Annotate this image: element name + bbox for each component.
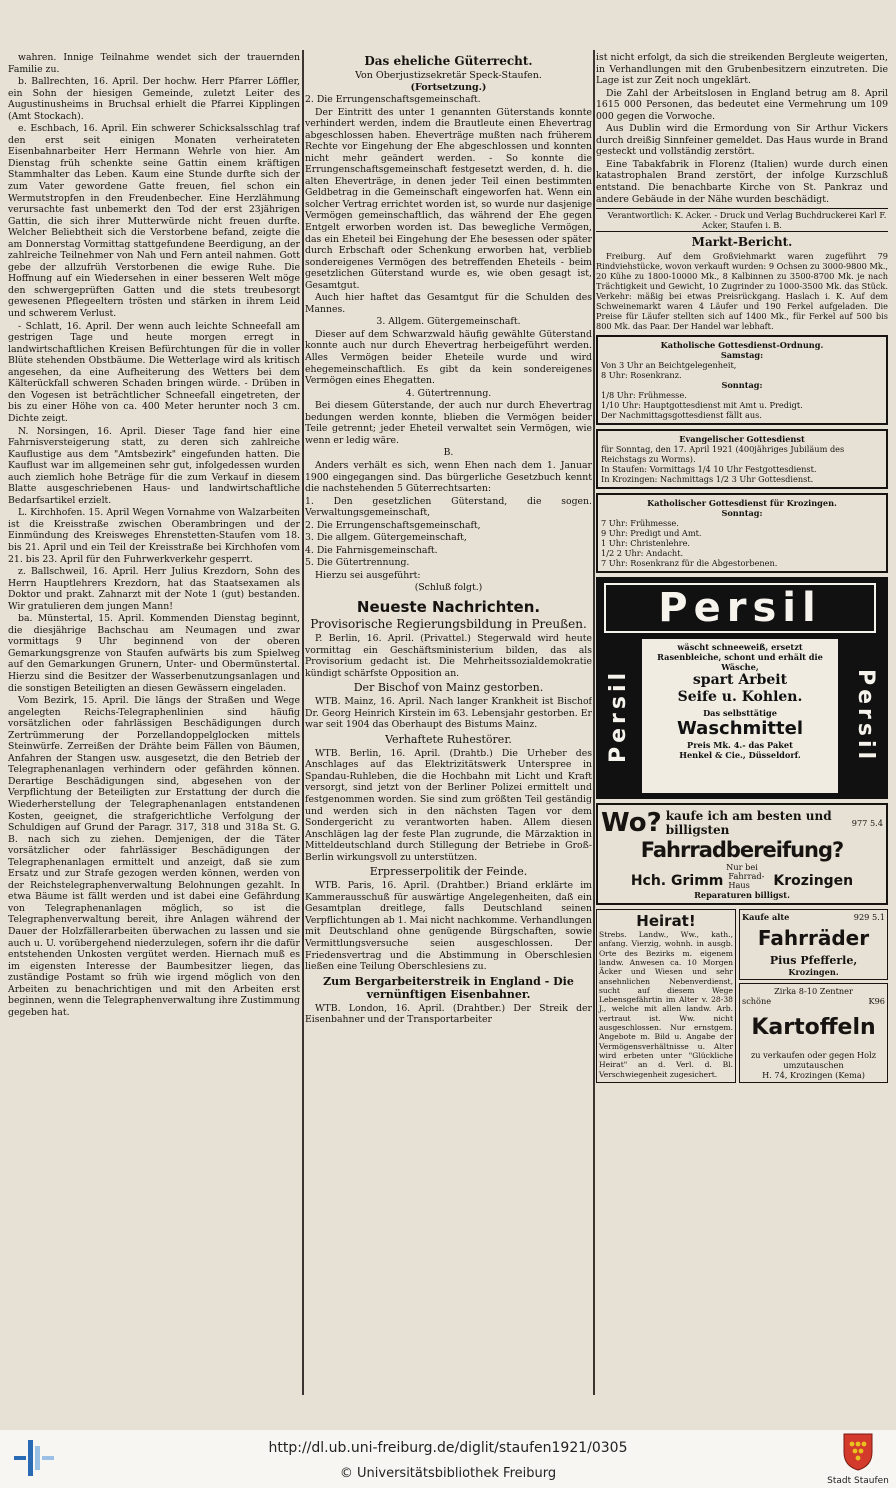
article-subheading: 4. Gütertrennung. xyxy=(405,387,492,399)
persil-text: Waschmittel xyxy=(676,718,804,740)
news-text: Die Zahl der Arbeitslosen in England betrug am 8. April 1615 000 Personen, das bedeutet eine Vermehrung um 109 000 gegen die Vorwoche. xyxy=(596,87,888,122)
grimm-haus: Fahrrad-Haus xyxy=(728,871,765,891)
small-ads xyxy=(739,909,888,1083)
news-text: Aus Dublin wird die Ermordung von Sir Arthur Vickers durch dreißig Sinnfeiner gemeldet. Das Haus wurde in Brand gesteckt und vollständig zerstört. xyxy=(596,123,888,158)
footer-bar xyxy=(0,1430,896,1488)
local-news-item: N. Norsingen, 16. April. Dieser Tage fand hier eine Fahrnisversteigerung statt, zu deren sich zahlreiche Kauflustige aus dem "Amtsbezirk" eingefunden hatten. Die Kauflust war im allgemeinen sehr gut, infolgedessen wurden auch ziemlich hohe Beträge für die zum Verkauf in diesem Blatte ausgeschriebenen Haus- und landwirtschaftliche Bedarfsartikel erzielt. xyxy=(8,425,300,506)
grimm-ad xyxy=(596,803,888,905)
persil-side-right: Persil xyxy=(853,669,878,764)
crest-dot xyxy=(856,1456,861,1461)
grimm-nur: Nur bei xyxy=(726,862,758,873)
news-section-title: Neueste Nachrichten. xyxy=(356,597,541,616)
church-notice xyxy=(596,493,888,573)
church-line: Der Nachmittagsgottesdienst fällt aus. xyxy=(601,410,762,421)
article-para: Bei diesem Güterstande, der auch nur durch Ehevertrag bedungen werden konnte, blieben die Vermögen beider Teile getrennt; jeder Eheteil verwaltet sein Vermögen, wie wenn er ledig wäre. xyxy=(305,400,592,446)
article-author: Von Oberjustizsekretär Speck-Staufen. xyxy=(355,70,542,81)
church-title: Evangelischer Gottesdienst xyxy=(679,434,805,445)
article-para: (Schluß folgt.) xyxy=(414,582,483,594)
local-news-item: ba. Münstertal, 15. April. Kommenden Dienstag beginnt, die diesjährige Bachschau am Neumagen und zwar vormittags 9 Uhr beginnend von der oberen Gemarkungsgrenze von Staufen aufwärts bis zum Spielweg auf den Gemarkungen Grunern, Unter- und Obermünstertal. Hierzu sind die Besitzer der Wasserbenutzungsanlagen und die sonstigen Beteiligten an diesen Gewässern eingeladen. xyxy=(8,613,300,694)
city-logo xyxy=(826,1432,890,1486)
logo-bar xyxy=(14,1456,26,1460)
crest-dot xyxy=(853,1449,858,1454)
persil-side-left: Persil xyxy=(606,669,631,764)
article-subheading: 3. Allgem. Gütergemeinschaft. xyxy=(376,316,521,328)
grimm-name: Hch. Grimm xyxy=(630,873,724,890)
article-para: Anders verhält es sich, wenn Ehen nach dem 1. Januar 1900 eingegangen sind. Das bürgerliche Gesetzbuch kennt die nachstehenden 5 Güterrechtsarten: xyxy=(305,459,592,495)
news-text: Eine Tabakfabrik in Florenz (Italien) wurde durch einen katastrophalen Brand zerstört, der infolge Kurzschluß entstand. Die benachbarte Kirche von St. Pankraz und andere Gebäude in der Nähe wurden beschädigt. xyxy=(596,158,888,205)
kartoffel-l3: zu verkaufen oder gegen Holz umzutauschen xyxy=(750,1050,877,1071)
local-news-item: Vom Bezirk, 15. April. Die längs der Straßen und Wege angelegten Reichs-Telegraphenlinien sind häufig vorsätzlichen oder fahrlässigen Beschädigungen durch Zertrümmerung der Porzellandoppelglocken mittels Steinwürfe. Zerreißen der Drähte beim Fällen von Bäumen, Anfahren der Stangen usw. ausgesetzt, die den Betrieb der Telegraphenanlagen verhindern oder gefährden können. Derartige Beschädigungen sind, abgesehen von der Verpflichtung der Beteiligten zur Erstattung der durch die Wiederherstellung der Telegraphenanlagen entstandenen Kosten, geeignet, die strafgerichtliche Verfolgung der Schuldigen auf Grund der Paragr. 317, 318 und 318a St. G. B. nach sich zu ziehen. Demjenigen, der die Täter vorsätzlicher oder fahrlässiger Beschädigungen der Telegraphenanlagen ermittelt und anzeigt, daß sie zum Ersatz und zur Strafe gezogen werden können, werden von der Reichstelegraphenverwaltung Belohnungen gezahlt. In etwa Bäume ist fällt werden und ist dabei eine Gefährdung von Telegraphenanlagen möglich, so ist die Telegraphenverwaltung bereit, ihre Anlagen während der Dauer der Holzfällerarbeiten überwachen zu lassen und sie auch u. U. vorübergehend niederzulegen, sofern ihr die dafür entstehenden Unkosten vergütet werden. Hiernach muß es im eigensten Interesse der Baumbesitzer liegen, das zuständige Postamt so früh wie irgend möglich von den Arbeiten zu benachrichtigen und mit den Arbeiten erst beginnen, wenn die Telegraphenverwaltung ihre Zustimmung gegeben hat. xyxy=(8,695,300,1018)
persil-text: Henkel & Cie., Düsseldorf. xyxy=(679,750,801,761)
heirat-ad xyxy=(596,909,736,1083)
kartoffel-l1: Zirka 8-10 Zentner xyxy=(774,986,853,997)
logo-bar xyxy=(42,1456,54,1460)
persil-panel xyxy=(642,639,838,793)
right-column xyxy=(596,52,888,1392)
fahrraeder-ort: Krozingen. xyxy=(788,967,839,978)
news-text: ist nicht erfolgt, da sich die streikenden Bergleute weigerten, in Verhandlungen mit den Grubenbesitzern einzutreten. Die Lage ist zur Zeit noch ungeklärt. xyxy=(596,52,888,87)
church-line: 9 Uhr: Predigt und Amt. xyxy=(601,528,702,539)
persil-text: Preis Mk. 4.- das Paket xyxy=(687,740,793,751)
grimm-name-row xyxy=(601,872,883,890)
left-column xyxy=(8,52,300,1392)
source-url[interactable]: http://dl.ub.uni-freiburg.de/diglit/staufen1921/0305 xyxy=(268,1440,628,1456)
heirat-title: Heirat! xyxy=(636,912,696,931)
article-subheading: B. xyxy=(443,447,454,459)
article-list-item: 2. Die Errungenschaftsgemeinschaft, xyxy=(305,519,481,531)
market-title: Markt-Bericht. xyxy=(691,235,793,250)
news-text: WTB. Mainz, 16. April. Nach langer Krankheit ist Bischof Dr. Georg Heinrich Kirstein im 63. Lebensjahr gestorben. Er war seit 1904 das Oberhaupt des Bistums Mainz. xyxy=(305,696,592,731)
university-logo-icon xyxy=(12,1436,56,1480)
kartoffel-title: Kartoffeln xyxy=(751,1015,876,1041)
article-cont: (Fortsetzung.) xyxy=(410,82,487,93)
local-news-item: e. Eschbach, 16. April. Ein schwerer Schicksalsschlag traf den erst seit einigen Monaten verheirateten Eisenbahnarbeiter Herr Hermann Wehrle von hier. Am Dienstag früh schenkte seine Gattin einem kräftigen Stammhalter das Leben. Kaum eine Stunde durfte sich der zum Vater gewordene Gatte freuen, fiel schon ein Wermutstropfen in den Freudenbecher. Eine Herzlähmung verursachte fast unbemerkt den Tod der erst 23jährigen Gattin, die sich ihrer Mutterwürde nicht freuen durfte. Welcher Beliebtheit sich die Verstorbene befand, zeigte die am Donnerstag Vormittag stattgefundene Beerdigung, an der zahlreiche Teilnehmer von Nah und Fern anteil nahmen. Gott gebe der allzufrüh Verstorbenen die ewige Ruhe. Die Hoffnung auf ein Wiedersehen in einer besseren Welt möge den schwergeprüften Gatten und die stets treubesorgt gewesenen Pflegeeltern trösten und stärken in ihrem Leid und schwerem Verlust. xyxy=(8,123,300,320)
church-line: 1/2 2 Uhr: Andacht. xyxy=(601,548,684,559)
church-line: 1/10 Uhr: Hauptgottesdienst mit Amt u. Predigt. xyxy=(601,400,803,411)
grimm-ort: Krozingen xyxy=(773,873,854,890)
article-para: Hierzu sei ausgeführt: xyxy=(315,569,421,581)
church-line: für Sonntag, den 17. April 1921 (400jähriges Jubiläum des Reichstags zu Worms). xyxy=(601,444,845,465)
middle-column xyxy=(305,52,592,1392)
news-title: Verhaftete Ruhestörer. xyxy=(385,732,512,746)
column-rule xyxy=(593,50,595,1395)
church-title: Katholischer Gottesdienst für Krozingen. xyxy=(647,498,837,509)
news-title: Provisorische Regierungsbildung in Preußen. xyxy=(310,616,587,631)
news-text: WTB. Berlin, 16. April. (Drahtb.) Die Urheber des Anschlages auf das Elektrizitätswerk Unterspree in Spandau-Ruhleben, die die Hochbahn mit Licht und Kraft versorgt, sind jetzt von der Berliner Polizei ermittelt und festgenommen worden. Sie sind zum größten Teil geständig und werden sich in den nächsten Tagen vor dem Sondergericht zu verantworten haben. Allem diesen Anschlägen lag der feste Plan zugrunde, die Märzaktion in Mitteldeutschland durch Stillegung der Betriebe in Groß-Berlin wirkungsvoll zu unterstützen. xyxy=(305,747,592,863)
crest-shield xyxy=(844,1434,872,1470)
church-line: 7 Uhr: Rosenkranz für die Abgestorbenen. xyxy=(601,558,778,569)
kartoffel-l4: H. 74, Krozingen (Kema) xyxy=(762,1070,865,1081)
logo-bar xyxy=(35,1446,40,1470)
persil-text: spart Arbeit xyxy=(692,672,788,689)
church-line: 7 Uhr: Frühmesse. xyxy=(601,518,679,529)
church-line: In Staufen: Vormittags 1/4 10 Uhr Festgottesdienst. xyxy=(601,464,817,475)
article-heading: Das eheliche Güterrecht. xyxy=(364,54,533,68)
persil-text: Seife u. Kohlen. xyxy=(677,689,803,706)
church-notice xyxy=(596,429,888,489)
bottom-ads xyxy=(596,909,888,1083)
news-title: Zum Bergarbeiterstreik in England - Die vernünftigen Eisenbahner. xyxy=(323,974,574,1001)
grimm-title: Fahrradbereifung? xyxy=(640,838,844,863)
article-list-item: 3. Die allgem. Gütergemeinschaft, xyxy=(305,532,467,544)
heirat-text: Strebs. Landw., Ww., kath., anfang. Vierzig, wohnh. in ausgb. Orte des Bezirks m. eigenem landw. Anwesen ca. 10 Morgen Äcker und Wiesen und sehr ansehnlichen Nebenverdienst, sucht auf diesem Wege Lebensgefährtin im Alter v. 28-38 J., welche mit allen landw. Arb. vertraut ist. Ww. nicht ausgeschlossen. Nur ernstgem. Angebote m. Bild u. Angabe der Vermögensverhältnisse u. Alter wird erbeten unter "Glückliche Heirat" an d. Verl. d. Bl. Verschwiegenheit zugesichert. xyxy=(599,930,733,1079)
article-list-item: 4. Die Fahrnisgemeinschaft. xyxy=(305,544,438,556)
article-list-item: 5. Die Gütertrennung. xyxy=(305,557,410,569)
article-para: Dieser auf dem Schwarzwald häufig gewählte Güterstand konnte auch nur durch Ehevertrag herbeigeführt werden. Alles Vermögen beider Eheteile wurde und wird ehegemeinschaftlich. Es gibt da kein sondereigenes Vermögen eines Ehegatten. xyxy=(305,328,592,387)
copyright: © Universitätsbibliothek Freiburg xyxy=(339,1466,557,1481)
church-sub: Sonntag: xyxy=(721,508,763,519)
church-line: Von 3 Uhr an Beichtgelegenheit, xyxy=(601,360,737,371)
news-text: P. Berlin, 16. April. (Privattel.) Stegerwald wird heute vormittag ein Geschäftsministerium bilden, das als Provisorium gedacht ist. Die Mehrheitssozialdemokratie kündigt schärfste Opposition an. xyxy=(305,632,592,679)
church-notice xyxy=(596,335,888,425)
fahrraeder-title: Fahrräder xyxy=(757,926,870,951)
crest-dot xyxy=(859,1449,864,1454)
market-text: Freiburg. Auf dem Großviehmarkt waren zugeführt 79 Rindviehstücke, wovon verkauft wurden: 9 Ochsen zu 3000-9800 Mk., 20 Kühe zu 1800-10000 Mk., 8 Kalbinnen zu 3500-8700 Mk. je nach Trächtigkeit und Gewicht, 10 Zugrinder zu 1000-3500 Mk. das Stück. Verkehr: mäßig bei etwas Preisrückgang. Haslach i. K. Auf dem Schweinemarkt waren 4 Läufer und 190 Ferkel aufgeladen. Die Preise für Läufer stellten sich auf 1400 Mk., für Ferkel auf 500 bis 800 Mk. das Paar. Der Handel war lebhaft. xyxy=(596,251,888,332)
local-news-item: - Schlatt, 16. April. Der wenn auch leichte Schneefall am gestrigen Tage und heute morgen erregt in landwirtschaftlichen Kreisen Befürchtungen für die in voller Blüte stehenden Obstbäume. Die Wetterlage wird als kritisch angesehen, da eine Aufheiterung des Wetters bei dem Kälterückfall schweren Schaden bringen würde. - Drüben in den Vogesen ist beträchtlicher Schneefall eingetreten, der bis zu einer Höhe von ca. 400 Meter herunter noch 3 cm. Dichte zeigt. xyxy=(8,320,300,424)
kartoffel-code: K96 xyxy=(868,996,885,1007)
column-rule xyxy=(302,50,304,1395)
news-text: WTB. London, 16. April. (Drahtber.) Der Streik der Eisenbahner und der Transportarbeiter xyxy=(305,1002,592,1026)
city-crest-icon xyxy=(826,1432,890,1472)
church-line: In Krozingen: Nachmittags 1/2 3 Uhr Gottesdienst. xyxy=(601,474,814,485)
grimm-rep: Reparaturen billigst. xyxy=(694,890,790,901)
fahrraeder-code: 929 5.1 xyxy=(853,912,885,923)
grimm-code: 977 5.4 xyxy=(851,818,883,829)
fahrraeder-head xyxy=(742,912,885,922)
church-line: 8 Uhr: Rosenkranz. xyxy=(601,370,682,381)
article-para: 2. Die Errungenschaftsgemeinschaft. xyxy=(305,94,481,105)
church-line: 1 Uhr: Christenlehre. xyxy=(601,538,691,549)
news-title: Erpresserpolitik der Feinde. xyxy=(369,865,528,879)
persil-text: Das selbsttätige xyxy=(703,708,777,719)
church-line: 1/8 Uhr: Frühmesse. xyxy=(601,390,687,401)
local-news-item: b. Ballrechten, 16. April. Der hochw. Herr Pfarrer Löffler, ein Sohn der hiesigen Gemeinde, zuletzt Leiter des Augustinusheims in Bruchsal erhielt die Pfarrei Kipplingen (Amt Stockach). xyxy=(8,76,300,122)
grimm-head xyxy=(601,808,883,838)
city-name: Stadt Staufen xyxy=(827,1476,889,1486)
article-para: Der Eintritt des unter 1 genannten Güterstands konnte verhindert werden, indem die Brautleute einen Ehevertrag abgeschlossen haben. Eheverträge mußten nach früherem Rechte vor Eingehung der Ehe abgeschlossen und konnten nicht mehr geändert werden. - So konnte die Errungenschaftsgemeinschaft festgesetzt werden, d. h. die alten Eheverträge, in denen jeder Teil einen bestimmten Geldbetrag in die Gemeinschaft eingeworfen hat. Wenn ein solcher Vertrag errichtet worden ist, so wurde nur dasjenige Vermögen gemeinschaftlich, das während der Ehe gegen Entgelt erworben worden ist. Das bewegliche Vermögen, das ein Eheteil bei Eingehung der Ehe besessen oder später durch Erbschaft oder Schenkung erworben hat, verblieb sondereigenes Vermögen des betreffenden Eheteils - beim gesetzlichen Güterstand wurde es, wie oben gesagt ist, Gesamtgut. xyxy=(305,106,592,291)
fahrraeder-name: Pius Pfefferle, xyxy=(769,954,858,968)
article-para: Auch hier haftet das Gesamtgut für die Schulden des Mannes. xyxy=(305,292,592,315)
news-title: Der Bischof von Mainz gestorben. xyxy=(353,681,544,695)
persil-ad xyxy=(596,577,888,799)
article-list-item: 1. Den gesetzlichen Güterstand, die sogen. Verwaltungsgemeinschaft, xyxy=(305,495,592,519)
local-news-item: L. Kirchhofen. 15. April Wegen Vornahme von Walzarbeiten ist die Kreisstraße zwischen Oberambringen und der Einmündung des Kreisweges Ehrenstetten-Staufen vom 18. bis 21. April und ein Teil der Kreisstraße bei Kirchhofen vom 21. bis 23. April für den Fuhrwerkverkehr gesperrt. xyxy=(8,507,300,565)
church-sub: Samstag: xyxy=(720,350,764,361)
local-news-item: z. Ballschweil, 16. April. Herr Julius Krezdorn, Sohn des Herrn Hauptlehrers Krezdorn, hat das Staatsexamen als Doktor und prakt. Zahnarzt mit der Note 1 (gut) bestanden. Wir gratulieren dem jungen Mann! xyxy=(8,566,300,612)
church-sub: Sonntag: xyxy=(721,380,763,391)
grimm-kaufe: kaufe ich am besten und billigsten xyxy=(665,809,832,838)
kartoffel-row xyxy=(742,996,885,1006)
grimm-wo: Wo? xyxy=(601,808,662,839)
publisher-line: Verantwortlich: K. Acker. - Druck und Verlag Buchdruckerei Karl F. Acker, Staufen i. B. xyxy=(596,208,888,232)
crest-dot xyxy=(862,1442,867,1447)
kartoffel-l2: schöne xyxy=(742,996,772,1007)
fahrraeder-kaufe: Kaufe alte xyxy=(742,912,790,923)
news-text: WTB. Paris, 16. April. (Drahtber.) Briand erklärte im Kammerausschuß für auswärtige Angelegenheiten, daß ein Gesamtplan dreitlege, falls Deutschland seinen Verpflichtungen ab 1. Mai nicht nachkomme. Verhandlungen mit Deutschland ohne genügende Bürgschaften, sowie Vermittlungsversuche seien ausgeschlossen. Der Friedensvertrag und die Abstimmung in Oberschlesien ließen eine Teilung Oberschlesiens zu. xyxy=(305,880,592,973)
fahrraeder-ad xyxy=(739,909,888,980)
church-title: Katholische Gottesdienst-Ordnung. xyxy=(660,340,824,351)
persil-text: wäscht schneeweiß, ersetzt Rasenbleiche, schont und erhält die Wäsche, xyxy=(657,642,823,673)
crest-dot xyxy=(856,1442,861,1447)
kartoffel-ad xyxy=(739,983,888,1083)
persil-brand: Persil xyxy=(604,583,876,633)
local-news-item: wahren. Innige Teilnahme wendet sich der trauernden Familie zu. xyxy=(8,52,300,75)
crest-dot xyxy=(850,1442,855,1447)
logo-bar xyxy=(28,1440,33,1476)
